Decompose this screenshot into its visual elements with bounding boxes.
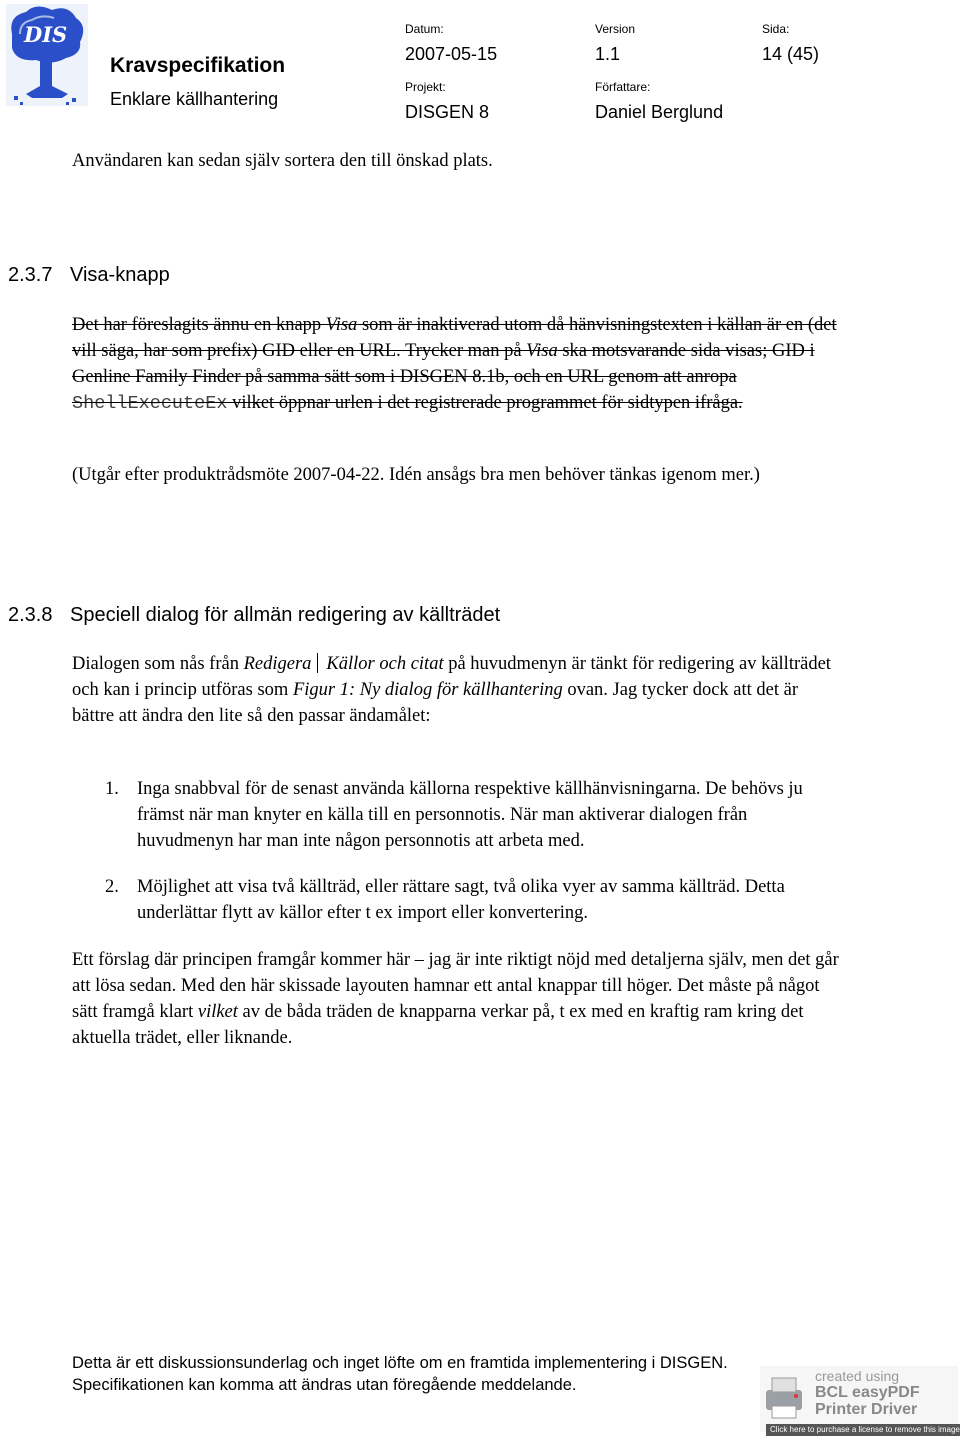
watermark-brand	[815, 1384, 920, 1418]
text-run: på huvudmenyn är tänkt för redigering av källträdet och kan i princip utföras som	[72, 654, 831, 700]
text-run: ovan. Jag tycker dock att det är bättre att ändra den lite så den passar ändamålet:	[72, 680, 798, 726]
date-value: 2007-05-15	[405, 44, 498, 64]
project-label: Projekt:	[405, 80, 446, 94]
watermark-line: BCL easyPDF	[815, 1384, 920, 1401]
section-title: Speciell dialog för allmän redigering av källträdet	[70, 604, 501, 626]
section-heading-2-3-7	[8, 264, 170, 287]
purchase-license-link[interactable]: Click here to purchase a license to remove this image	[766, 1424, 960, 1436]
document-title: Kravspecifikation	[110, 54, 286, 77]
dis-logo	[6, 4, 88, 106]
dialog-paragraph	[72, 651, 842, 729]
version-label: Version	[595, 22, 636, 36]
document-subtitle: Enklare källhantering	[110, 89, 279, 109]
list-item	[72, 874, 842, 926]
list-item	[72, 776, 842, 854]
menu-separator	[317, 653, 318, 673]
logo-text: DIS	[24, 22, 68, 47]
menu-term: Redigera	[243, 654, 312, 674]
struck-paragraph	[72, 312, 842, 417]
watermark-line: created using	[815, 1368, 900, 1384]
emphasis: vilket	[197, 1002, 238, 1022]
section-heading-2-3-8	[8, 604, 500, 627]
text-run: Dialogen som nås från	[72, 654, 244, 674]
proposal-paragraph	[72, 947, 842, 1051]
menu-term: Källor och citat	[326, 654, 444, 674]
note-paragraph: (Utgår efter produktrådsmöte 2007-04-22. Idén ansågs bra men behöver tänkas igenom mer.)	[72, 465, 760, 485]
list-text: Inga snabbval för de senast använda källorna respektive källhänvisningarna. De behövs ju främst när man knyter en källa till en personnotis. När man aktiverar dialogen från huvudmenyn har man inte någon personnotis att arbeta med.	[137, 779, 803, 851]
author-label: Författare:	[595, 80, 651, 94]
text-run: Det har föreslagits ännu en knapp	[72, 315, 326, 335]
text-run: vilket öppnar urlen i det registrerade programmet för sidtypen ifråga.	[227, 393, 743, 413]
list-number: 1.	[105, 779, 119, 799]
project-value: DISGEN 8	[405, 102, 490, 122]
text-run: Ett förslag där principen framgår kommer här – jag är inte riktigt nöjd med detaljerna själv, men det går att lösa sedan. Med den här skissade layouten hamnar ett antal knappar till höger. Det måste på något sätt framgå klart	[72, 950, 839, 1022]
section-number: 2.3.7	[8, 264, 53, 286]
text-run: av de båda träden de knapparna verkar på, t ex med en kraftig ram kring det aktuella trädet, eller liknande.	[72, 1002, 804, 1048]
author-value: Daniel Berglund	[595, 102, 724, 122]
footer-line: Specifikationen kan komma att ändras utan föregående meddelande.	[72, 1376, 577, 1394]
figure-reference: Figur 1: Ny dialog för källhantering	[292, 680, 563, 700]
intro-paragraph: Användaren kan sedan själv sortera den till önskad plats.	[72, 151, 493, 171]
page-footer	[72, 1352, 728, 1396]
text-run: ska motsvarande sida visas; GID i Genline Family Finder på samma sätt som i DISGEN 8.1b, och en URL genom att anropa	[72, 341, 815, 387]
watermark-line: Printer Driver	[815, 1401, 918, 1418]
list-number: 2.	[105, 877, 119, 897]
visa-term: Visa	[526, 341, 558, 361]
date-label: Datum:	[405, 22, 444, 36]
page-label: Sida:	[762, 22, 790, 36]
visa-term: Visa	[325, 315, 358, 335]
code-term: ShellExecuteEx	[72, 393, 228, 414]
list-text: Möjlighet att visa två källträd, eller rättare sagt, två olika vyer av samma källträd. Detta underlättar flytt av källor efter t ex import eller konvertering.	[137, 877, 785, 923]
page-number: 14 (45)	[762, 44, 820, 64]
section-title: Visa-knapp	[70, 264, 170, 286]
section-number: 2.3.8	[8, 604, 53, 626]
footer-line: Detta är ett diskussionsunderlag och inget löfte om en framtida implementering i DISGEN.	[72, 1354, 728, 1372]
text-run: som är inaktiverad utom då hänvisningstexten i källan är en (det vill säga, har som prefix) GID eller en URL. Trycker man på	[72, 315, 837, 361]
version-value: 1.1	[595, 44, 621, 64]
